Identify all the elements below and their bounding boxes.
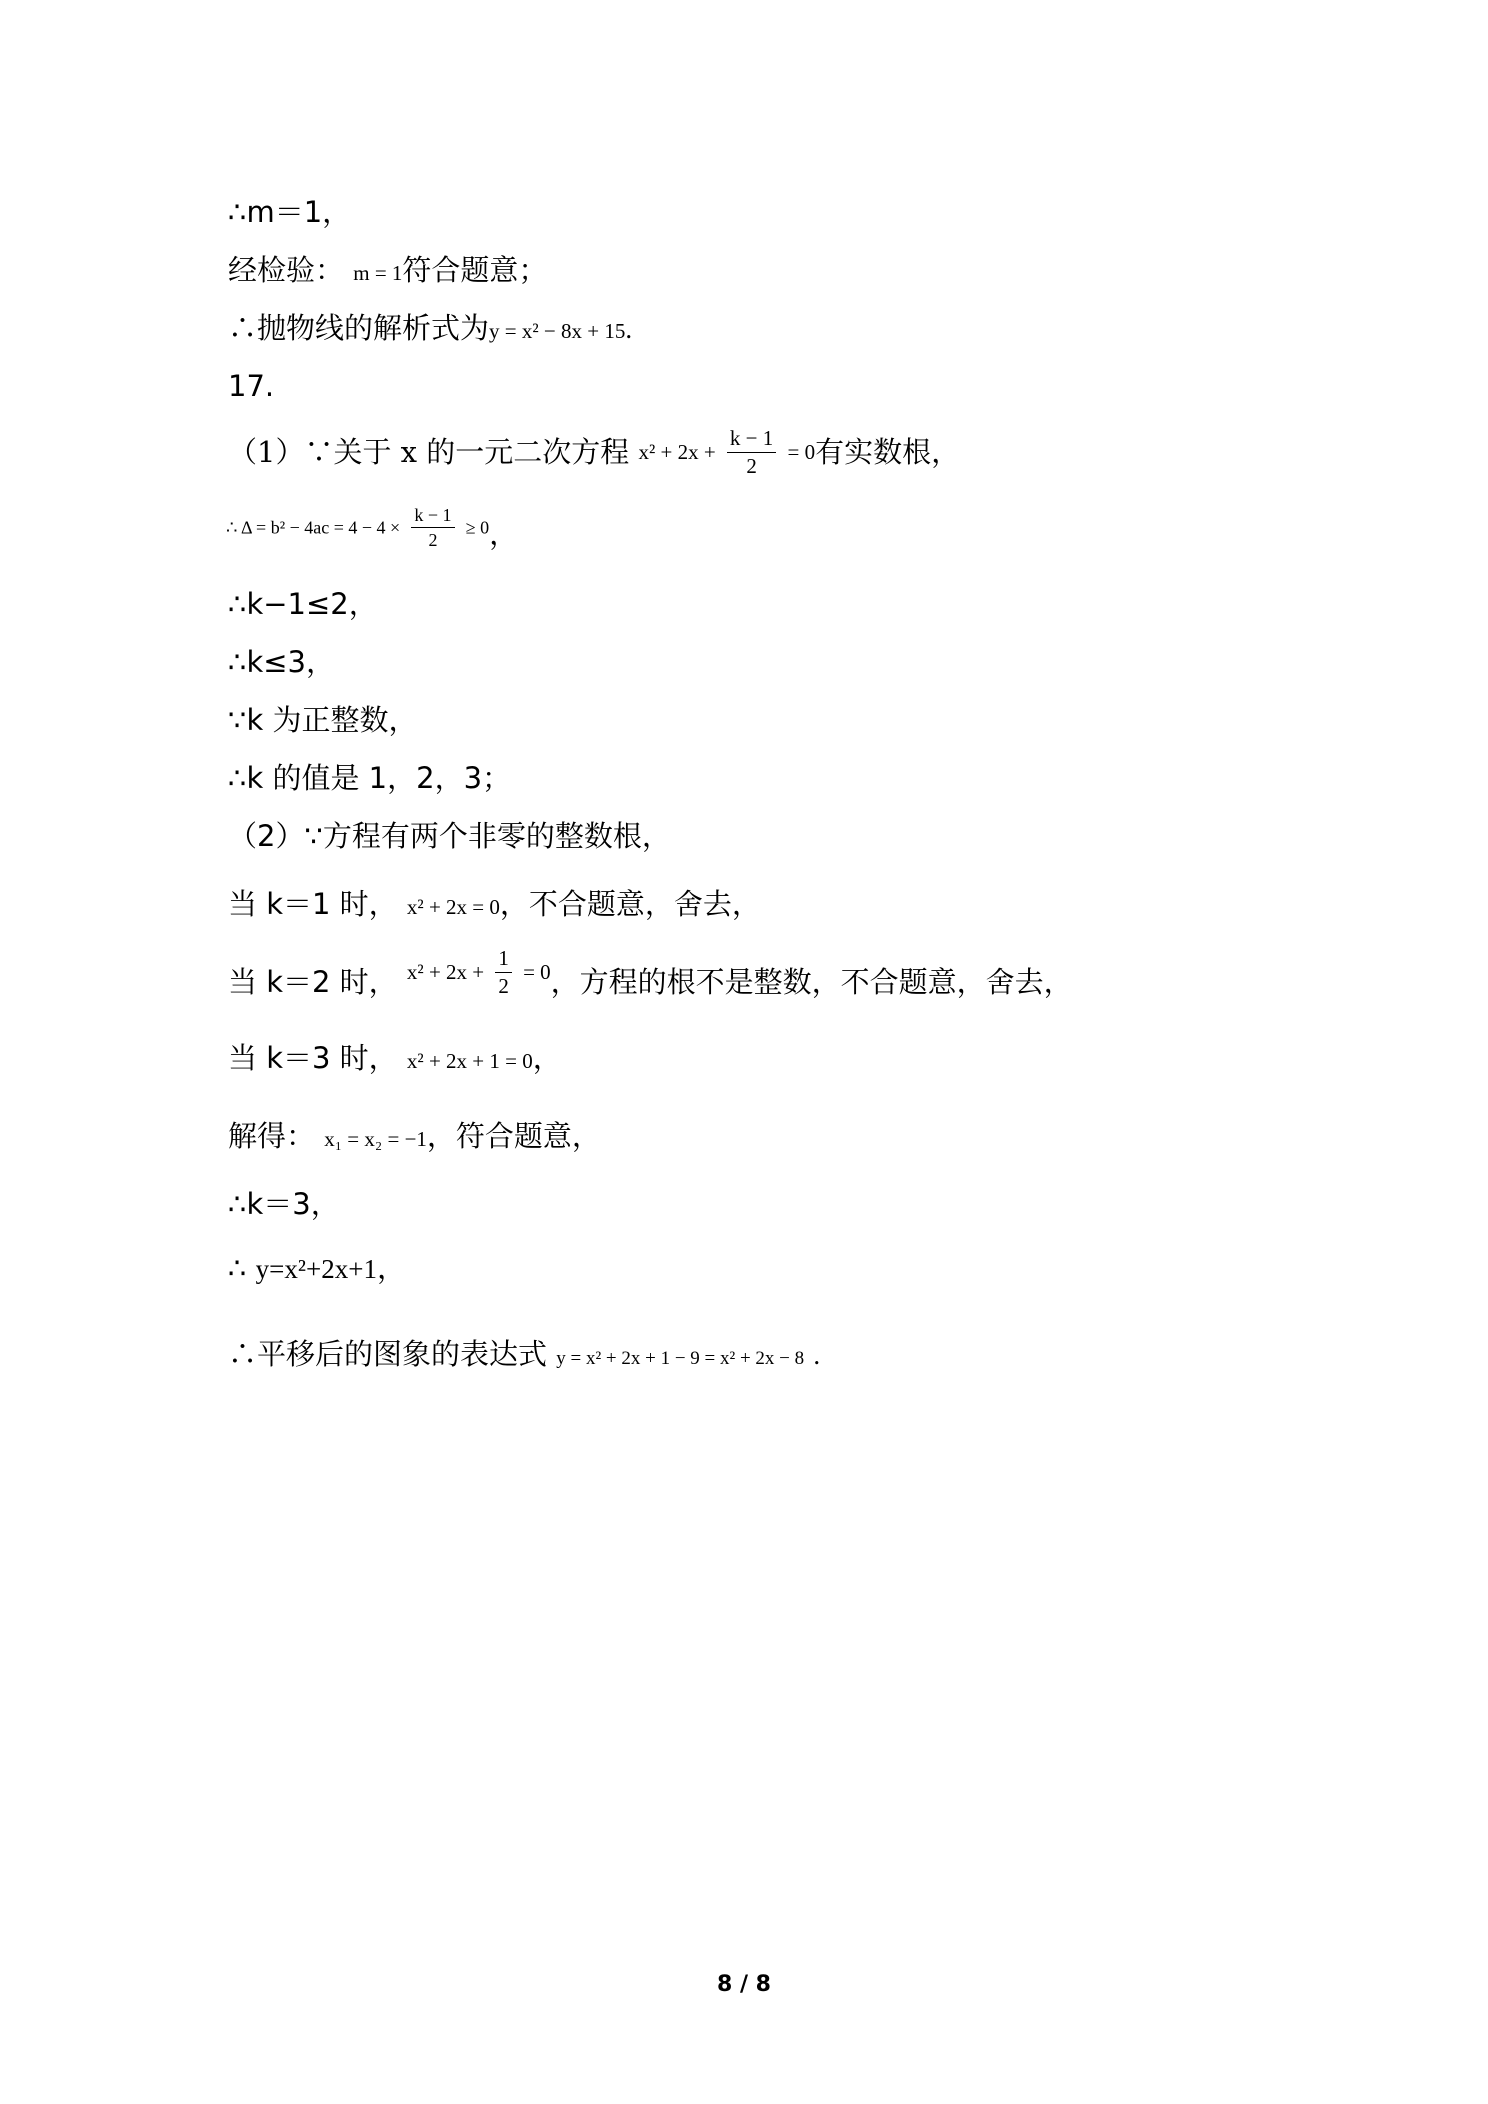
therefore-symbol: ∴ (228, 195, 247, 229)
line-verification (228, 253, 548, 287)
line-case-k3 (228, 1041, 562, 1075)
line-y-expression (228, 1251, 406, 1285)
line-case-k2 (228, 948, 1073, 997)
part1-fraction-denominator: 2 (746, 454, 757, 478)
y-expression-suffix: ， (376, 1251, 406, 1285)
line-solution (228, 1119, 601, 1153)
part1-math-lhs: x² + 2x + (638, 440, 716, 464)
line-discriminant (226, 506, 518, 549)
discriminant-fraction-denominator: 2 (428, 530, 438, 550)
case-k2-math-rhs: = 0 (523, 960, 551, 984)
solution-math: x₁ = x₂ = −1 (324, 1127, 427, 1151)
part1-suffix: 有实数根， (815, 435, 961, 469)
discriminant-suffix: ， (489, 517, 519, 551)
case-k2-fraction-denominator: 2 (498, 974, 509, 998)
m-equals-text: m＝1， (246, 195, 352, 229)
case-k3-suffix: ， (532, 1041, 562, 1075)
solution-suffix: ，符合题意， (426, 1119, 601, 1153)
discriminant-math-rhs: ≥ 0 (465, 517, 490, 538)
y-expression-math: y=x²+2x+1 (255, 1254, 377, 1284)
line-k-leq-3: ∴k≤3， (228, 645, 335, 679)
discriminant-fraction-numerator: k − 1 (411, 506, 454, 528)
case-k1-math: x² + 2x = 0 (406, 895, 500, 919)
case-k1-label: 当 k＝1 时， (228, 887, 398, 921)
discriminant-fraction (411, 506, 454, 549)
case-k2-math-lhs: x² + 2x + (406, 960, 485, 984)
line-k-positive-integer: ∵k 为正整数， (228, 703, 418, 737)
case-k2-label: 当 k＝2 时， (228, 965, 398, 999)
line-k-values: ∴k 的值是 1，2，3； (228, 761, 512, 795)
translated-label: ∴平移后的图象的表达式 (228, 1337, 548, 1371)
line-part1-equation (228, 428, 960, 477)
part1-fraction-numerator: k − 1 (727, 428, 776, 453)
verification-label: 经检验： (228, 253, 345, 287)
page-number-footer: 8 / 8 (717, 1972, 771, 1997)
solution-label: 解得： (228, 1119, 316, 1153)
case-k1-suffix: ，不合题意，舍去， (499, 887, 761, 921)
case-k2-fraction (495, 948, 512, 997)
question-number-17: 17. (228, 369, 275, 403)
line-parabola-expression (228, 311, 633, 345)
line-k-equals-3: ∴k＝3， (228, 1187, 340, 1221)
line-m-equals-1 (228, 195, 352, 229)
case-k2-suffix: ，方程的根不是整数，不合题意，舍去， (550, 965, 1073, 999)
line-k-minus-1: ∴k−1≤2， (228, 587, 378, 621)
verification-math: m = 1 (353, 261, 403, 285)
y-expression-therefore: ∴ (228, 1251, 247, 1285)
line-translated-expression (228, 1337, 821, 1371)
part1-intro: （1）∵关于 x 的一元二次方程 (228, 435, 630, 469)
part1-math-rhs: = 0 (787, 440, 816, 464)
case-k2-fraction-numerator: 1 (495, 948, 512, 973)
part1-fraction (727, 428, 776, 477)
parabola-suffix: . (625, 314, 633, 344)
parabola-math: y = x² − 8x + 15 (489, 319, 626, 343)
line-case-k1 (228, 887, 761, 921)
translated-math: y = x² + 2x + 1 − 9 = x² + 2x − 8 (556, 1348, 805, 1369)
case-k3-label: 当 k＝3 时， (228, 1041, 398, 1075)
verification-suffix: 符合题意； (402, 253, 548, 287)
translated-suffix: . (813, 1340, 821, 1370)
discriminant-math-lhs: ∴ Δ = b² − 4ac = 4 − 4 × (226, 517, 401, 538)
parabola-label: ∴抛物线的解析式为 (228, 311, 490, 345)
line-part2-intro: （2）∵方程有两个非零的整数根， (228, 819, 671, 853)
case-k3-math: x² + 2x + 1 = 0 (406, 1049, 533, 1073)
